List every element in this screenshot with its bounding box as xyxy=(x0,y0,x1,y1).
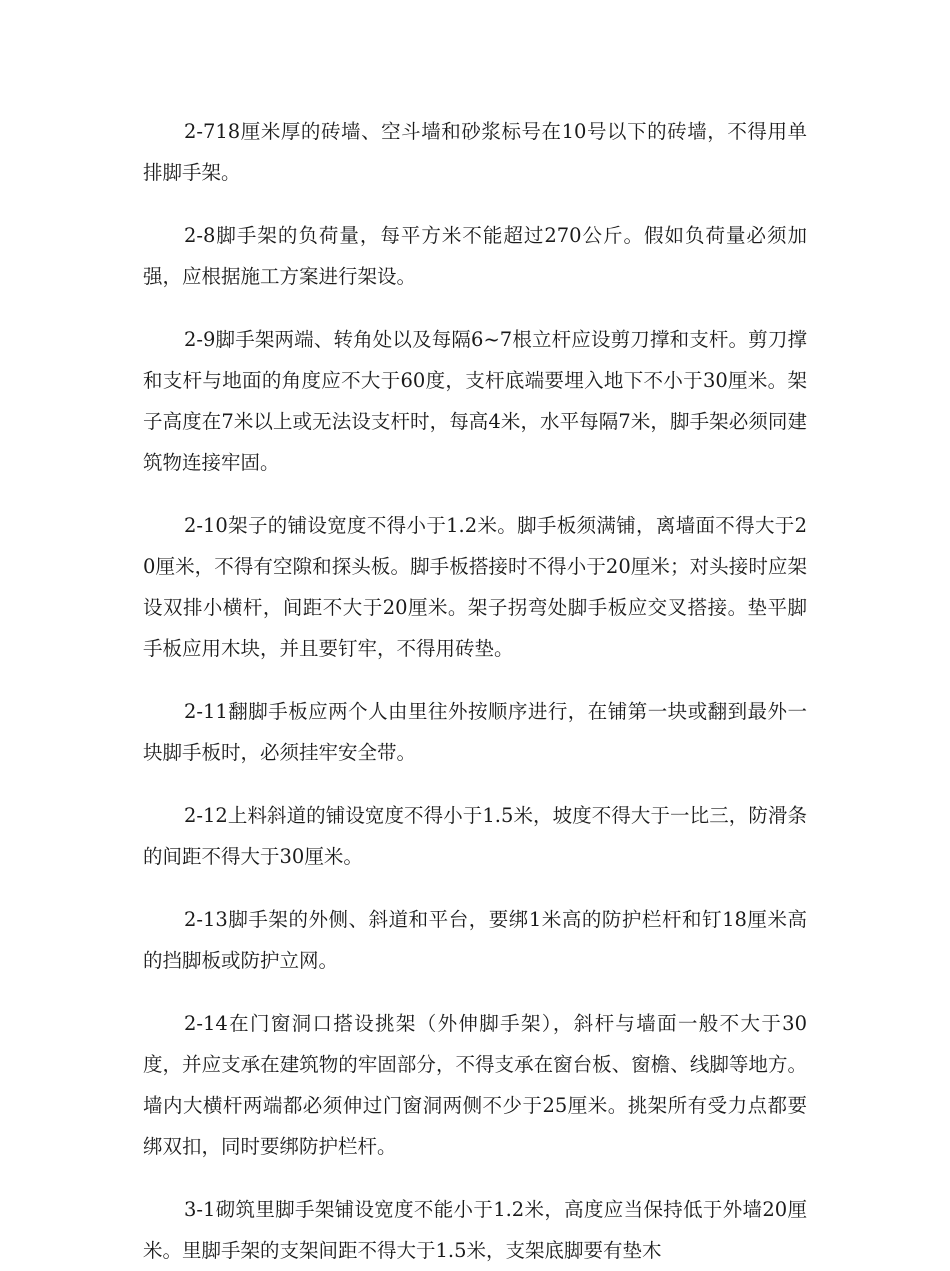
paragraph-2-9: 2-9脚手架两端、转角处以及每隔6~7根立杆应设剪刀撑和支杆。剪刀撑和支杆与地面的角度应不大于60度，支杆底端要埋入地下不小于30厘米。架子高度在7米以上或无法设支杆时，每高4米，水平每隔7米，脚手架必须同建筑物连接牢固。 xyxy=(143,328,807,474)
paragraph-2-13: 2-13脚手架的外侧、斜道和平台，要绑1米高的防护栏杆和钉18厘米高的挡脚板或防护立网。 xyxy=(143,908,807,972)
paragraph-2-14: 2-14在门窗洞口搭设挑架（外伸脚手架），斜杆与墙面一般不大于30度，并应支承在建筑物的牢固部分，不得支承在窗台板、窗檐、线脚等地方。墙内大横杆两端都必须伸过门窗洞两侧不少于25厘米。挑架所有受力点都要绑双扣，同时要绑防护栏杆。 xyxy=(143,1012,807,1158)
paragraph-2-11: 2-11翻脚手板应两个人由里往外按顺序进行，在铺第一块或翻到最外一块脚手板时，必须挂牢安全带。 xyxy=(143,700,807,764)
paragraph-2-12: 2-12上料斜道的铺设宽度不得小于1.5米，坡度不得大于一比三，防滑条的间距不得大于30厘米。 xyxy=(143,804,807,868)
paragraph-2-10: 2-10架子的铺设宽度不得小于1.2米。脚手板须满铺，离墙面不得大于20厘米，不得有空隙和探头板。脚手板搭接时不得小于20厘米；对头接时应架设双排小横杆，间距不大于20厘米。架子拐弯处脚手板应交叉搭接。垫平脚手板应用木块，并且要钉牢，不得用砖垫。 xyxy=(143,514,807,660)
paragraph-2-7: 2-718厘米厚的砖墙、空斗墙和砂浆标号在10号以下的砖墙，不得用单排脚手架。 xyxy=(143,120,807,184)
paragraph-2-8: 2-8脚手架的负荷量，每平方米不能超过270公斤。假如负荷量必须加强，应根据施工方案进行架设。 xyxy=(143,224,807,288)
paragraph-3-1: 3-1砌筑里脚手架铺设宽度不能小于1.2米，高度应当保持低于外墙20厘米。里脚手架的支架间距不得大于1.5米，支架底脚要有垫木 xyxy=(143,1198,807,1262)
